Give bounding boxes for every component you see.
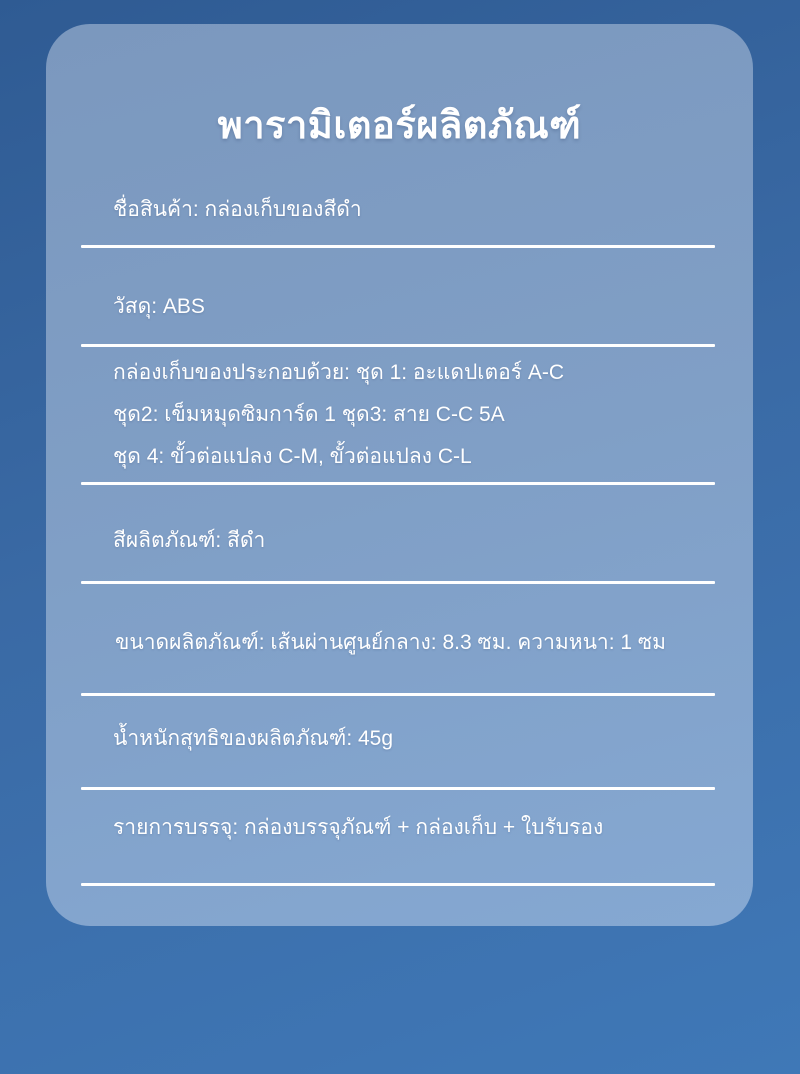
row-divider xyxy=(81,693,715,696)
row-divider xyxy=(81,482,715,485)
row-divider xyxy=(81,245,715,248)
spec-text: ชุด 4: ขั้วต่อแปลง C-M, ขั้วต่อแปลง C-L xyxy=(113,445,472,468)
spec-row-color xyxy=(81,528,715,554)
spec-text: ขนาดผลิตภัณฑ์: เส้นผ่านศูนย์กลาง: 8.3 ซม. ความหนา: 1 ซม xyxy=(115,631,667,654)
card-title: พารามิเตอร์ผลิตภัณฑ์ xyxy=(217,105,582,147)
spec-row-product-name xyxy=(81,197,715,223)
spec-text: ชื่อสินค้า: กล่องเก็บของสีดำ xyxy=(113,198,362,221)
product-parameters-card xyxy=(46,24,753,926)
row-divider xyxy=(81,883,715,886)
spec-text: วัสดุ: ABS xyxy=(113,295,205,318)
row-divider xyxy=(81,581,715,584)
spec-row-package-list xyxy=(81,815,715,841)
row-divider xyxy=(81,344,715,347)
spec-text: รายการบรรจุ: กล่องบรรจุภัณฑ์ + กล่องเก็บ + ใบรับรอง xyxy=(113,816,604,839)
spec-text: กล่องเก็บของประกอบด้วย: ชุด 1: อะแดปเตอร์ A-C xyxy=(113,361,565,384)
spec-row-material xyxy=(81,294,715,320)
spec-text: ชุด2: เข็มหมุดซิมการ์ด 1 ชุด3: สาย C-C 5A xyxy=(113,403,505,426)
spec-text: สีผลิตภัณฑ์: สีดำ xyxy=(113,529,266,552)
spec-row-size xyxy=(81,630,715,656)
spec-text: น้ำหนักสุทธิของผลิตภัณฑ์: 45g xyxy=(113,727,394,750)
spec-row-box-contents xyxy=(81,352,715,478)
spec-row-weight xyxy=(81,726,715,752)
row-divider xyxy=(81,787,715,790)
